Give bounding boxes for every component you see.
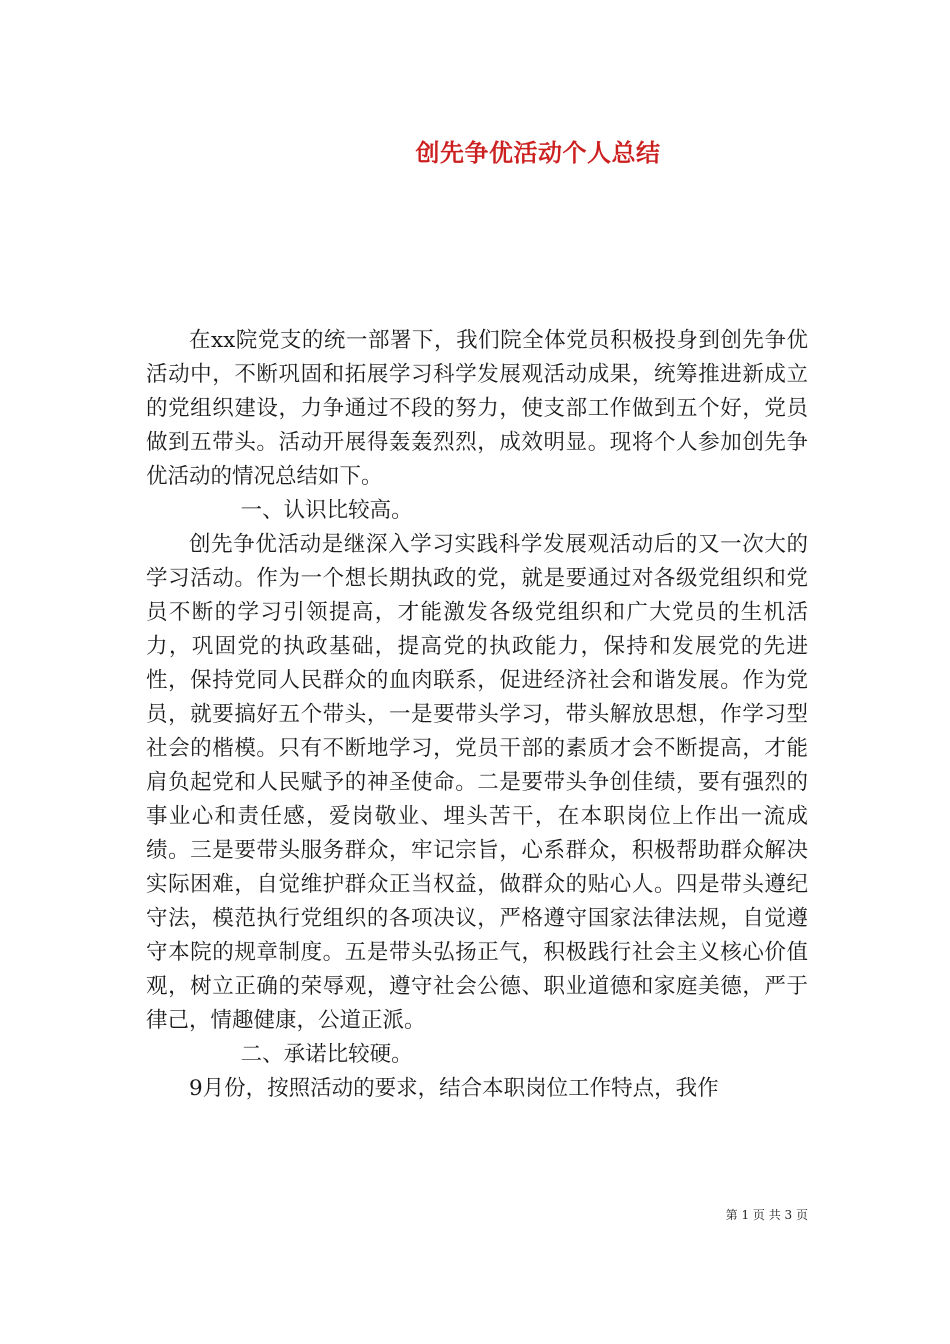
- section-heading-2: 二、承诺比较硬。: [240, 1042, 413, 1067]
- paragraph-section-1: 创先争优活动是继深入学习实践科学发展观活动后的又一次大的学习活动。作为一个想长期执政的党，就是要通过对各级党组织和党员不断的学习引领提高，才能激发各级党组织和广大党员的生机活力，巩固党的执政基础，提高党的执政能力，保持和发展党的先进性，保持党同人民群众的血肉联系，促进经济社会和谐发展。作为党员，就要搞好五个带头，一是要带头学习，带头解放思想，作学习型社会的楷模。只有不断地学习，党员干部的素质才会不断提高，才能肩负起党和人民赋予的神圣使命。二是要带头争创佳绩，要有强烈的事业心和责任感，爱岗敬业、埋头苦干，在本职岗位上作出一流成绩。三是要带头服务群众，牢记宗旨，心系群众，积极帮助群众解决实际困难，自觉维护群众正当权益，做群众的贴心人。四是带头遵纪守法，模范执行党组织的各项决议，严格遵守国家法律法规，自觉遵守本院的规章制度。五是带头弘扬正气，积极践行社会主义核心价值观，树立正确的荣辱观，遵守社会公德、职业道德和家庭美德，严于律己，情趣健康，公道正派。: [146, 532, 808, 1033]
- section-heading-1: 一、认识比较高。: [240, 498, 413, 523]
- document-title: 创先争优活动个人总结: [415, 138, 661, 167]
- paragraph-intro: 在xx院党支的统一部署下，我们院全体党员积极投身到创先争优活动中，不断巩固和拓展学习科学发展观活动成果，统筹推进新成立的党组织建设，力争通过不段的努力，使支部工作做到五个好，党员做到五带头。活动开展得轰轰烈烈，成效明显。现将个人参加创先争优活动的情况总结如下。: [146, 328, 808, 489]
- page-number-footer: 第 1 页 共 3 页: [725, 1208, 808, 1222]
- document-body: [146, 324, 808, 1106]
- paragraph-section-2: 9月份，按照活动的要求，结合本职岗位工作特点，我作: [189, 1076, 719, 1101]
